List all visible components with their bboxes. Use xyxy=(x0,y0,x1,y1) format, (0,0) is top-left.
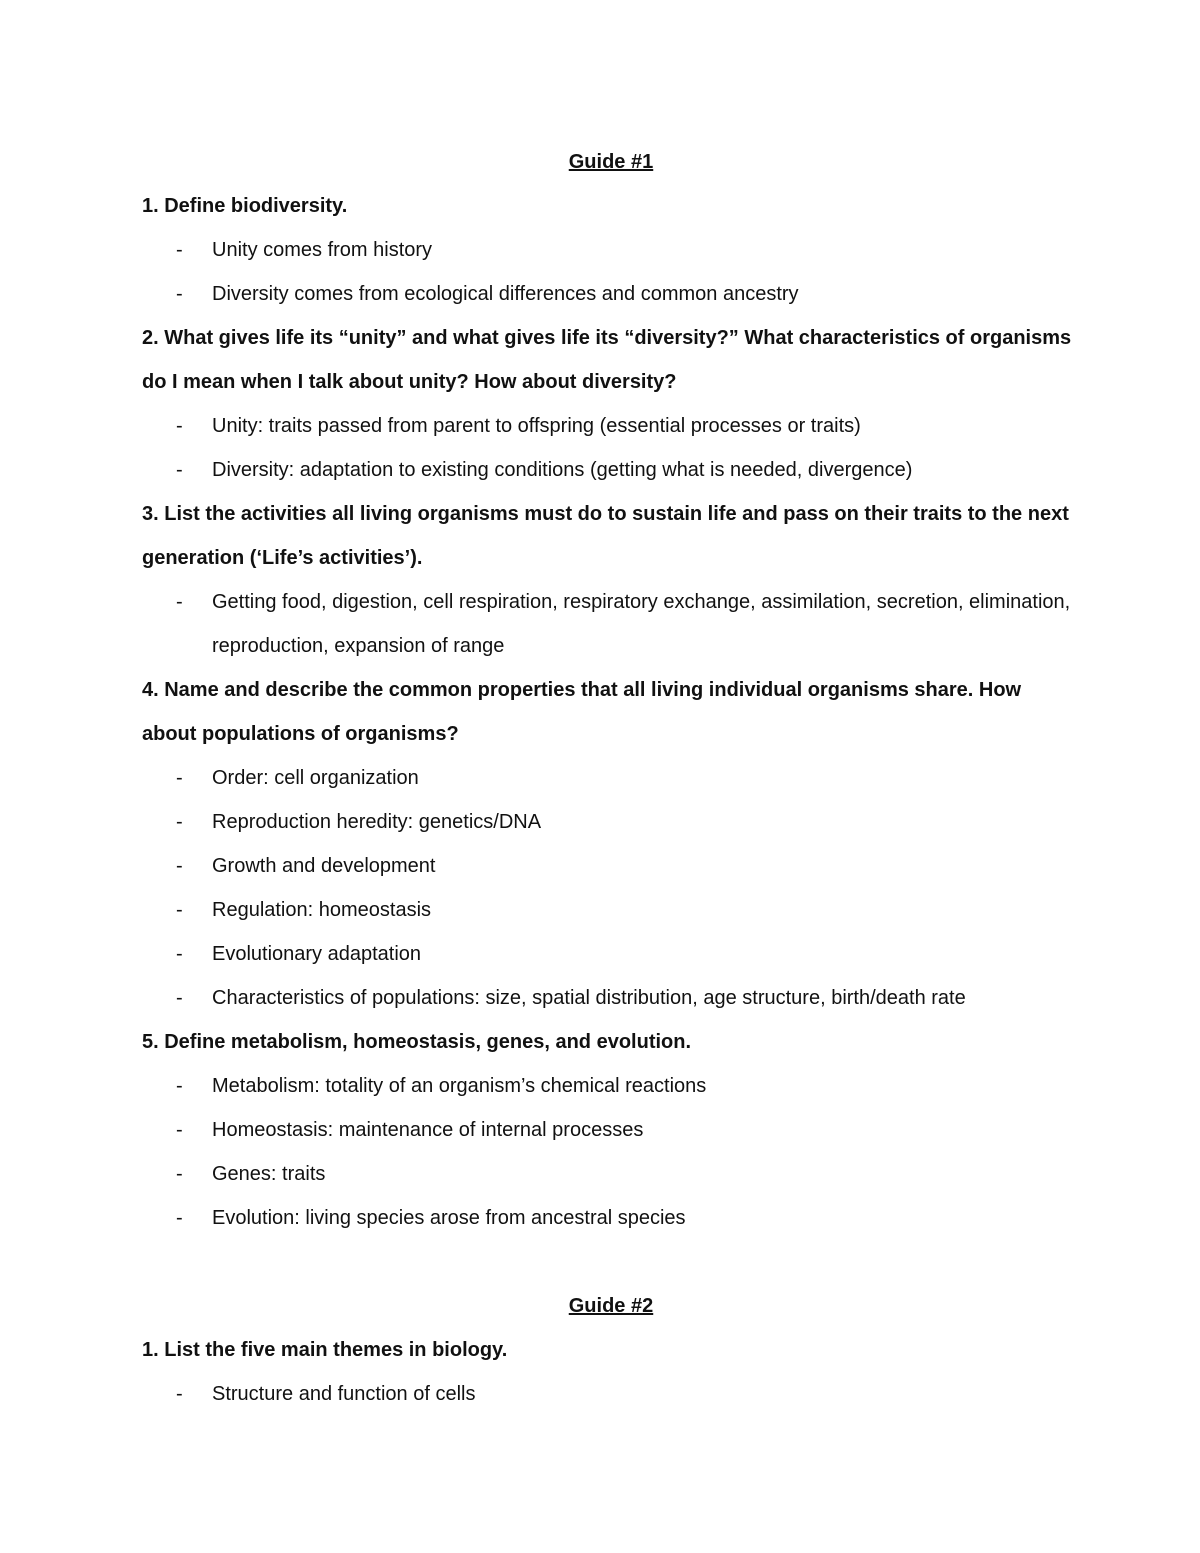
answer-text: Unity comes from history xyxy=(212,239,433,261)
dash-bullet: - xyxy=(176,767,183,789)
answer-text: Reproduction heredity: genetics/DNA xyxy=(212,811,542,833)
guide-1-answers-3 xyxy=(142,580,1080,668)
guide-1-answers-1 xyxy=(142,228,1080,316)
dash-bullet: - xyxy=(176,415,183,437)
answer-item xyxy=(142,888,1080,932)
guide-1-question-1: 1. Define biodiversity. xyxy=(142,195,348,217)
dash-bullet: - xyxy=(176,899,183,921)
answer-item xyxy=(142,932,1080,976)
guide-1-question-2: 2. What gives life its “unity” and what gives life its “diversity?” What characteristics of organisms do I mean when I talk about unity? How about diversity? xyxy=(142,327,1072,393)
answer-item xyxy=(142,228,1080,272)
guide-1-question-5: 5. Define metabolism, homeostasis, genes, and evolution. xyxy=(142,1031,692,1053)
dash-bullet: - xyxy=(176,943,183,965)
answer-item xyxy=(142,800,1080,844)
answer-text: Evolution: living species arose from ancestral species xyxy=(212,1207,686,1229)
answer-text: Metabolism: totality of an organism’s chemical reactions xyxy=(212,1075,707,1097)
dash-bullet: - xyxy=(176,987,183,1009)
dash-bullet: - xyxy=(176,1075,183,1097)
guide-2-title: Guide #2 xyxy=(568,1295,654,1317)
answer-item xyxy=(142,580,1080,668)
dash-bullet: - xyxy=(176,591,183,613)
dash-bullet: - xyxy=(176,1163,183,1185)
answer-text: Characteristics of populations: size, spatial distribution, age structure, birth/death rate xyxy=(212,987,966,1009)
answer-item xyxy=(142,1196,1080,1240)
answer-text: Order: cell organization xyxy=(212,767,419,789)
answer-text: Growth and development xyxy=(212,855,436,877)
guide-1-answers-5 xyxy=(142,1064,1080,1240)
answer-item xyxy=(142,756,1080,800)
guide-1-question-3: 3. List the activities all living organisms must do to sustain life and pass on their traits to the next generation (‘Life’s activities’). xyxy=(142,503,1069,569)
dash-bullet: - xyxy=(176,459,183,481)
guide-2-question-1: 1. List the five main themes in biology. xyxy=(142,1339,508,1361)
guide-1-title: Guide #1 xyxy=(568,151,654,173)
answer-item xyxy=(142,844,1080,888)
dash-bullet: - xyxy=(176,1383,183,1405)
answer-text: Structure and function of cells xyxy=(212,1383,476,1405)
answer-item xyxy=(142,404,1080,448)
dash-bullet: - xyxy=(176,239,183,261)
answer-text: Evolutionary adaptation xyxy=(212,943,422,965)
dash-bullet: - xyxy=(176,811,183,833)
guide-1-question-4: 4. Name and describe the common properties that all living individual organisms share. How about populations of organisms? xyxy=(142,679,1022,745)
answer-text: Regulation: homeostasis xyxy=(212,899,432,921)
dash-bullet: - xyxy=(176,283,183,305)
answer-text: Unity: traits passed from parent to offspring (essential processes or traits) xyxy=(212,415,861,437)
dash-bullet: - xyxy=(176,1207,183,1229)
answer-text: Diversity: adaptation to existing conditions (getting what is needed, divergence) xyxy=(212,459,913,481)
answer-item xyxy=(142,1064,1080,1108)
answer-text: Homeostasis: maintenance of internal processes xyxy=(212,1119,644,1141)
answer-text: Genes: traits xyxy=(212,1163,326,1185)
answer-item xyxy=(142,976,1080,1020)
answer-item xyxy=(142,1108,1080,1152)
answer-item xyxy=(142,448,1080,492)
guide-1-answers-2 xyxy=(142,404,1080,492)
answer-text: Diversity comes from ecological differences and common ancestry xyxy=(212,283,799,305)
answer-item xyxy=(142,1372,1080,1416)
dash-bullet: - xyxy=(176,855,183,877)
guide-2-answers-1 xyxy=(142,1372,1080,1416)
answer-item xyxy=(142,272,1080,316)
answer-item xyxy=(142,1152,1080,1196)
guide-1-answers-4 xyxy=(142,756,1080,1020)
dash-bullet: - xyxy=(176,1119,183,1141)
answer-text: Getting food, digestion, cell respiration, respiratory exchange, assimilation, secretion, elimination, reproduction, expansion of range xyxy=(212,591,1071,657)
